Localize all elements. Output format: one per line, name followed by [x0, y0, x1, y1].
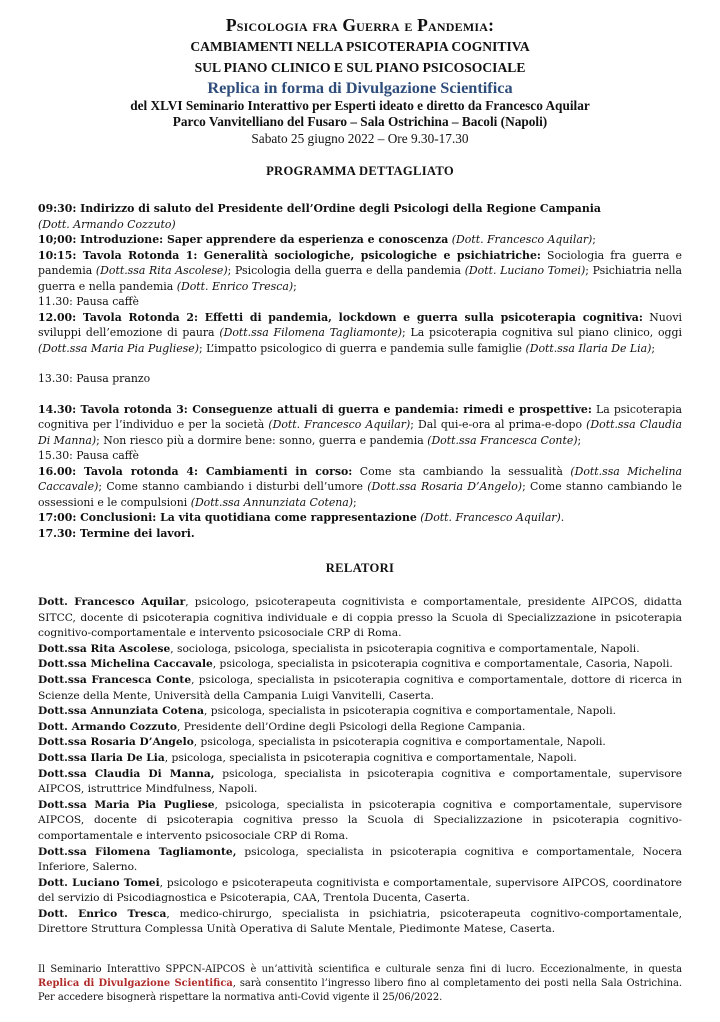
spacer [38, 356, 682, 371]
schedule-item: 14.30: Tavola rotonda 3: Conseguenze attuali di guerra e pandemia: rimedi e prospettive: La psicoterapia cognitiva per l’individuo e per la società (Dott. Francesco Aquilar); Dal qui-e-ora al prima-e-dopo (Dott.ssa Claudia Di Manna); Non riesco più a dormire bene: sonno, guerra e pandemia (Dott.ssa Francesca Conte); [38, 402, 683, 447]
schedule-item: 12.00: Tavola Rotonda 2: Effetti di pandemia, lockdown e guerra sulla psicoterapia cognitiva: Nuovi sviluppi dell’emozione di paura (Dott.ssa Filomena Tagliamonte); La psicoterapia cognitiva sul piano clinico, oggi (Dott.ssa Maria Pia Pugliese); L’impatto psicologico di guerra e pandemia sulle famiglie (Dott.ssa Ilaria De Lia); [38, 310, 682, 355]
speaker-entry: Dott.ssa Filomena Tagliamonte, psicologa, specialista in psicoterapia cognitiva e comportamentale, Nocera Inferiore, Salerno. [38, 844, 683, 874]
schedule-item: 16.00: Tavola rotonda 4: Cambiamenti in corso: Come sta cambiando la sessualità (Dott.ssa Michelina Caccavale); Come stanno cambiando i disturbi dell’umore (Dott.ssa Rosaria D’Angelo); Come stanno cambiando le ossessioni e le compulsioni (Dott.ssa Annunziata Cotena); [38, 464, 682, 509]
relatori-title: RELATORI [325, 561, 395, 575]
date-line: Sabato 25 giugno 2022 – Ore 9.30-17.30 [251, 131, 469, 146]
speaker-entry: Dott.ssa Rosaria D’Angelo, psicologa, specialista in psicoterapia cognitiva e comportamentale, Napoli. [38, 735, 606, 749]
replica-line: Replica in forma di Divulgazione Scientifica [207, 78, 513, 97]
speaker-entry: Dott. Armando Cozzuto, Presidente dell’Ordine degli Psicologi della Regione Campania. [38, 719, 526, 733]
programma-list [38, 201, 682, 541]
schedule-item: 17:00: Conclusioni: La vita quotidiana come rappresentazione (Dott. Francesco Aquilar). [38, 511, 565, 524]
speaker-entry: Dott.ssa Michelina Caccavale, psicologa, specialista in psicoterapia cognitiva e comportamentale, Casoria, Napoli. [38, 657, 673, 671]
speaker-entry: Dott.ssa Maria Pia Pugliese, psicologa, specialista in psicoterapia cognitiva e comportamentale, supervisore AIPCOS, docente di psicoterapia cognitiva presso la Scuola di Specializzazione in psicoterapia cognitivo-comportamentale e intervento psicosociale CRP di Roma. [38, 797, 682, 842]
seminar-line: del XLVI Seminario Interattivo per Esperti ideato e diretto da Francesco Aquilar [130, 98, 590, 113]
schedule-item: 10;00: Introduzione: Saper apprendere da esperienza e conoscenza (Dott. Francesco Aquilar); [38, 233, 596, 246]
schedule-item: 13.30: Pausa pranzo [38, 372, 151, 385]
footer-note [38, 963, 682, 1005]
schedule-item: 10:15: Tavola Rotonda 1: Generalità sociologiche, psicologiche e psichiatriche: Sociologia fra guerra e pandemia (Dott.ssa Rita Ascolese); Psicologia della guerra e della pandemia (Dott. Luciano Tomei); Psichiatria nella guerra e nella pandemia (Dott. Enrico Tresca); [38, 248, 682, 293]
footer-highlight: Replica di Divulgazione Scientifica [38, 978, 233, 990]
schedule-item: 09:30: Indirizzo di saluto del Presidente dell’Ordine degli Psicologi della Regione Campania (Dott. Armando Cozzuto) [38, 202, 601, 231]
schedule-item: 17.30: Termine dei lavori. [38, 526, 195, 540]
speaker-entry: Dott. Francesco Aquilar, psicologo, psicoterapeuta cognitivista e comportamentale, presidente AIPCOS, didatta SITCC, docente di psicoterapia cognitiva individuale e di coppia presso la Scuola di Specializzazione in psicoterapia cognitivo-comportamentale e intervento psicosociale CRP di Roma. [38, 595, 682, 640]
speaker-entry: Dott.ssa Rita Ascolese, sociologa, psicologa, specialista in psicoterapia cognitiva e comportamentale, Napoli. [38, 641, 640, 655]
speaker-entry: Dott.ssa Ilaria De Lia, psicologa, specialista in psicoterapia cognitiva e comportamentale, Napoli. [38, 750, 577, 764]
speaker-entry: Dott.ssa Francesca Conte, psicologa, specialista in psicoterapia cognitiva e comportamentale, dottore di ricerca in Scienze della Mente, Università della Campania Luigi Vanvitelli, Caserta. [38, 672, 682, 702]
programma-title: PROGRAMMA DETTAGLIATO [266, 164, 454, 178]
speaker-entry: Dott.ssa Annunziata Cotena, psicologa, specialista in psicoterapia cognitiva e comportamentale, Napoli. [38, 704, 617, 718]
schedule-item: 11.30: Pausa caffè [38, 295, 139, 308]
header [38, 0, 682, 148]
subtitle-2: SUL PIANO CLINICO E SUL PIANO PSICOSOCIALE [194, 60, 526, 75]
footer-text: Il Seminario Interattivo SPPCN-AIPCOS è un’attività scientifica e culturale senza fini di lucro. Eccezionalmente, in questa Replica di Divulgazione Scientifica, sarà consentito l’ingresso libero fino al completamento dei posti nella Sala Ostrichina. Per accedere bisognerà rispettare la normativa anti-Covid vigente il 25/06/2022. [38, 964, 682, 1004]
relatori-list [38, 594, 682, 937]
venue-line: Parco Vanvitelliano del Fusaro – Sala Ostrichina – Bacoli (Napoli) [172, 114, 548, 129]
speaker-entry: Dott. Enrico Tresca, medico-chirurgo, specialista in psichiatria, psicoterapeuta cognitivo-comportamentale, Direttore Struttura Complessa Unità Operativa di Salute Mentale, Piedimonte Matese, Caserta. [38, 906, 682, 936]
speaker-entry: Dott.ssa Claudia Di Manna, psicologa, specialista in psicoterapia cognitiva e comportamentale, supervisore AIPCOS, istruttrice Mindfulness, Napoli. [38, 766, 682, 796]
schedule-item: 15.30: Pausa caffè [38, 449, 139, 462]
page-title: Psicologia fra Guerra e Pandemia: [225, 15, 495, 35]
speaker-entry: Dott. Luciano Tomei, psicologo e psicoterapeuta cognitivista e comportamentale, supervisore AIPCOS, coordinatore del servizio di Psicodiagnostica e Psicoterapia, CAA, Trentola Ducenta, Caserta. [38, 875, 682, 905]
subtitle-1: CAMBIAMENTI NELLA PSICOTERAPIA COGNITIVA [190, 39, 530, 54]
spacer [38, 387, 682, 402]
